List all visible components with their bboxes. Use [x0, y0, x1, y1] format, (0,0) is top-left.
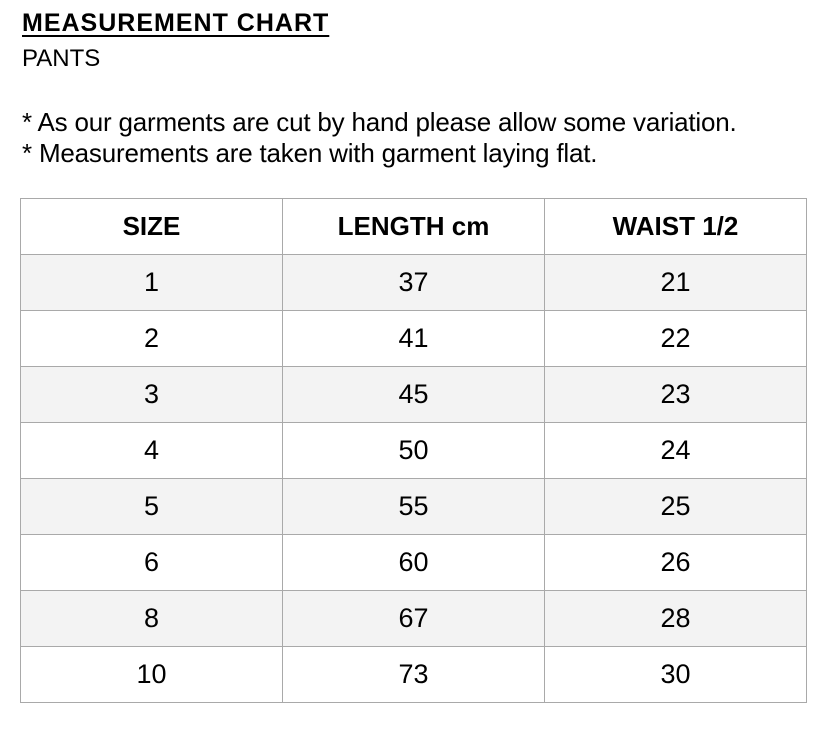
table-row: [21, 591, 807, 647]
table-row: [21, 647, 807, 703]
table-cell: 21: [545, 255, 807, 311]
table-head: [21, 199, 807, 255]
notes-block: [22, 107, 808, 169]
table-body: [21, 255, 807, 703]
table-cell: 25: [545, 479, 807, 535]
table-cell: 6: [21, 535, 283, 591]
table-cell: 2: [21, 311, 283, 367]
page-title: MEASUREMENT CHART: [22, 9, 330, 37]
table-row: [21, 535, 807, 591]
table-cell: 30: [545, 647, 807, 703]
table-cell: 60: [283, 535, 545, 591]
note-line: * As our garments are cut by hand please allow some variation.: [22, 107, 737, 137]
table-cell: 55: [283, 479, 545, 535]
table-cell: 8: [21, 591, 283, 647]
column-header: LENGTH cm: [283, 199, 545, 255]
table-cell: 37: [283, 255, 545, 311]
table-cell: 67: [283, 591, 545, 647]
table-cell: 24: [545, 423, 807, 479]
table-cell: 26: [545, 535, 807, 591]
table-cell: 22: [545, 311, 807, 367]
table-header-row: [21, 199, 807, 255]
table-row: [21, 255, 807, 311]
measurement-table: [20, 198, 807, 703]
column-header: WAIST 1/2: [545, 199, 807, 255]
table-cell: 1: [21, 255, 283, 311]
table-cell: 50: [283, 423, 545, 479]
table-cell: 10: [21, 647, 283, 703]
table-cell: 3: [21, 367, 283, 423]
note-line: * Measurements are taken with garment laying flat.: [22, 138, 598, 168]
table-cell: 41: [283, 311, 545, 367]
table-row: [21, 367, 807, 423]
table-cell: 4: [21, 423, 283, 479]
table-row: [21, 423, 807, 479]
column-header: SIZE: [21, 199, 283, 255]
table-cell: 23: [545, 367, 807, 423]
table-cell: 45: [283, 367, 545, 423]
table-row: [21, 479, 807, 535]
table-row: [21, 311, 807, 367]
page-subtitle: PANTS: [22, 45, 101, 72]
table-cell: 73: [283, 647, 545, 703]
table-cell: 5: [21, 479, 283, 535]
table-cell: 28: [545, 591, 807, 647]
